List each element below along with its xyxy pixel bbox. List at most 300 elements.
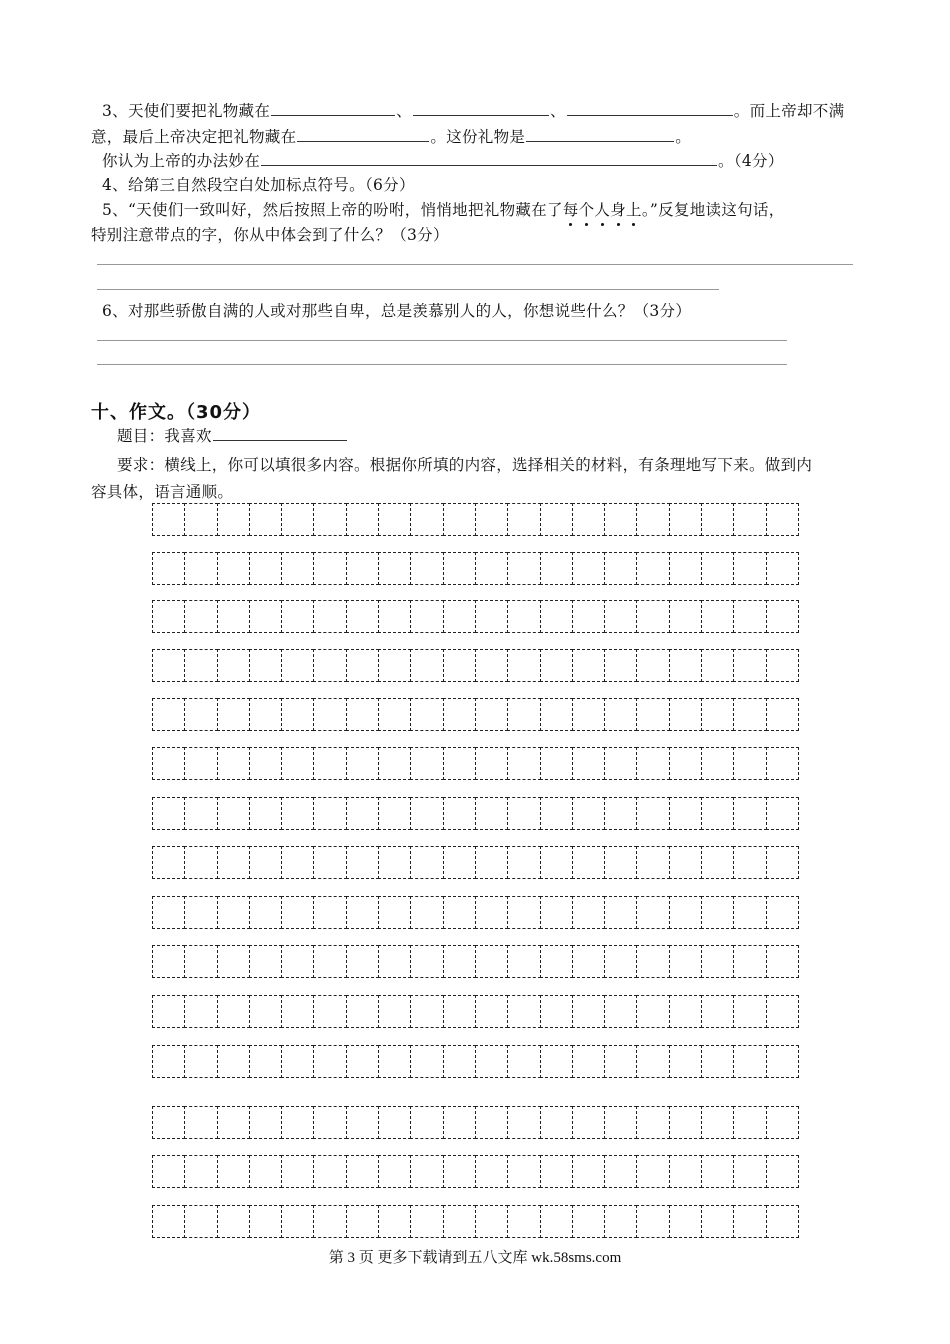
grid-cell[interactable] [636, 896, 669, 929]
grid-cell[interactable] [475, 747, 508, 780]
grid-cell[interactable] [217, 552, 250, 585]
grid-cell[interactable] [540, 1155, 573, 1188]
grid-cell[interactable] [184, 552, 217, 585]
grid-cell[interactable] [313, 1045, 346, 1078]
grid-cell[interactable] [507, 649, 540, 682]
grid-cell[interactable] [281, 1155, 314, 1188]
grid-cell[interactable] [184, 945, 217, 978]
grid-cell[interactable] [152, 797, 185, 830]
grid-cell[interactable] [184, 649, 217, 682]
grid-cell[interactable] [507, 995, 540, 1028]
grid-cell[interactable] [443, 995, 476, 1028]
grid-cell[interactable] [152, 1205, 185, 1238]
grid-cell[interactable] [346, 1155, 379, 1188]
grid-cell[interactable] [636, 1045, 669, 1078]
grid-cell[interactable] [152, 995, 185, 1028]
grid-cell[interactable] [701, 552, 734, 585]
grid-cell[interactable] [313, 896, 346, 929]
grid-cell[interactable] [346, 995, 379, 1028]
grid-cell[interactable] [475, 995, 508, 1028]
grid-cell[interactable] [410, 1045, 443, 1078]
grid-cell[interactable] [507, 552, 540, 585]
grid-cell[interactable] [152, 1106, 185, 1139]
grid-cell[interactable] [475, 649, 508, 682]
grid-cell[interactable] [572, 552, 605, 585]
grid-cell[interactable] [443, 846, 476, 879]
grid-cell[interactable] [475, 896, 508, 929]
q3-blank-3[interactable] [567, 100, 733, 116]
grid-cell[interactable] [281, 1106, 314, 1139]
grid-cell[interactable] [507, 896, 540, 929]
grid-cell[interactable] [733, 503, 766, 536]
grid-cell[interactable] [540, 1205, 573, 1238]
grid-cell[interactable] [604, 1106, 637, 1139]
grid-cell[interactable] [443, 698, 476, 731]
grid-cell[interactable] [184, 600, 217, 633]
grid-cell[interactable] [443, 1205, 476, 1238]
grid-cell[interactable] [443, 552, 476, 585]
grid-cell[interactable] [507, 1045, 540, 1078]
grid-cell[interactable] [346, 649, 379, 682]
grid-cell[interactable] [378, 1155, 411, 1188]
q6-answer-line-1[interactable] [97, 340, 787, 341]
grid-cell[interactable] [604, 649, 637, 682]
grid-cell[interactable] [766, 600, 799, 633]
grid-cell[interactable] [701, 797, 734, 830]
grid-cell[interactable] [733, 1045, 766, 1078]
grid-cell[interactable] [443, 649, 476, 682]
grid-cell[interactable] [604, 503, 637, 536]
grid-cell[interactable] [313, 649, 346, 682]
grid-cell[interactable] [184, 1106, 217, 1139]
grid-cell[interactable] [701, 945, 734, 978]
grid-cell[interactable] [733, 995, 766, 1028]
grid-cell[interactable] [249, 1106, 282, 1139]
grid-cell[interactable] [540, 945, 573, 978]
grid-cell[interactable] [636, 945, 669, 978]
grid-cell[interactable] [701, 649, 734, 682]
grid-cell[interactable] [636, 649, 669, 682]
grid-cell[interactable] [313, 797, 346, 830]
grid-cell[interactable] [604, 1205, 637, 1238]
grid-cell[interactable] [507, 1155, 540, 1188]
grid-cell[interactable] [313, 1106, 346, 1139]
grid-cell[interactable] [669, 552, 702, 585]
grid-cell[interactable] [701, 846, 734, 879]
grid-cell[interactable] [281, 896, 314, 929]
grid-cell[interactable] [701, 995, 734, 1028]
grid-cell[interactable] [346, 945, 379, 978]
grid-cell[interactable] [507, 600, 540, 633]
grid-cell[interactable] [346, 600, 379, 633]
grid-cell[interactable] [346, 552, 379, 585]
grid-cell[interactable] [701, 896, 734, 929]
grid-cell[interactable] [604, 797, 637, 830]
grid-cell[interactable] [540, 896, 573, 929]
grid-cell[interactable] [604, 552, 637, 585]
grid-cell[interactable] [346, 1106, 379, 1139]
grid-cell[interactable] [249, 797, 282, 830]
grid-cell[interactable] [217, 747, 250, 780]
grid-cell[interactable] [701, 1205, 734, 1238]
grid-cell[interactable] [733, 846, 766, 879]
grid-cell[interactable] [410, 649, 443, 682]
grid-cell[interactable] [507, 945, 540, 978]
grid-cell[interactable] [410, 503, 443, 536]
q6-answer-line-2[interactable] [97, 364, 787, 365]
grid-cell[interactable] [733, 945, 766, 978]
q5-answer-line-2[interactable] [97, 289, 719, 290]
grid-cell[interactable] [443, 1155, 476, 1188]
grid-cell[interactable] [540, 797, 573, 830]
grid-cell[interactable] [604, 1155, 637, 1188]
grid-cell[interactable] [410, 747, 443, 780]
grid-cell[interactable] [443, 797, 476, 830]
grid-cell[interactable] [410, 600, 443, 633]
grid-cell[interactable] [443, 1045, 476, 1078]
grid-cell[interactable] [378, 698, 411, 731]
grid-cell[interactable] [217, 995, 250, 1028]
grid-cell[interactable] [733, 600, 766, 633]
grid-cell[interactable] [443, 600, 476, 633]
grid-cell[interactable] [378, 552, 411, 585]
grid-cell[interactable] [217, 846, 250, 879]
grid-cell[interactable] [475, 797, 508, 830]
grid-cell[interactable] [313, 995, 346, 1028]
grid-cell[interactable] [766, 747, 799, 780]
grid-cell[interactable] [249, 552, 282, 585]
grid-cell[interactable] [572, 945, 605, 978]
grid-cell[interactable] [217, 797, 250, 830]
grid-cell[interactable] [572, 1155, 605, 1188]
grid-cell[interactable] [604, 600, 637, 633]
grid-cell[interactable] [152, 600, 185, 633]
grid-cell[interactable] [313, 600, 346, 633]
grid-cell[interactable] [217, 649, 250, 682]
grid-cell[interactable] [443, 503, 476, 536]
grid-cell[interactable] [475, 846, 508, 879]
grid-cell[interactable] [152, 896, 185, 929]
grid-cell[interactable] [378, 945, 411, 978]
grid-cell[interactable] [669, 698, 702, 731]
grid-cell[interactable] [346, 747, 379, 780]
grid-cell[interactable] [766, 649, 799, 682]
grid-cell[interactable] [475, 552, 508, 585]
grid-cell[interactable] [184, 995, 217, 1028]
grid-cell[interactable] [604, 846, 637, 879]
grid-cell[interactable] [669, 896, 702, 929]
grid-cell[interactable] [669, 503, 702, 536]
grid-cell[interactable] [733, 649, 766, 682]
grid-cell[interactable] [346, 1045, 379, 1078]
grid-cell[interactable] [346, 698, 379, 731]
grid-cell[interactable] [604, 747, 637, 780]
grid-cell[interactable] [766, 698, 799, 731]
grid-cell[interactable] [346, 896, 379, 929]
grid-cell[interactable] [733, 747, 766, 780]
grid-cell[interactable] [669, 945, 702, 978]
grid-cell[interactable] [475, 503, 508, 536]
grid-cell[interactable] [701, 1106, 734, 1139]
grid-cell[interactable] [669, 995, 702, 1028]
grid-cell[interactable] [346, 797, 379, 830]
grid-cell[interactable] [766, 1205, 799, 1238]
grid-cell[interactable] [249, 896, 282, 929]
grid-cell[interactable] [152, 846, 185, 879]
grid-cell[interactable] [766, 797, 799, 830]
grid-cell[interactable] [410, 896, 443, 929]
grid-cell[interactable] [572, 503, 605, 536]
grid-cell[interactable] [604, 896, 637, 929]
grid-cell[interactable] [540, 600, 573, 633]
grid-cell[interactable] [184, 797, 217, 830]
grid-cell[interactable] [378, 503, 411, 536]
grid-cell[interactable] [766, 945, 799, 978]
grid-cell[interactable] [733, 1205, 766, 1238]
grid-cell[interactable] [636, 846, 669, 879]
grid-cell[interactable] [636, 747, 669, 780]
grid-cell[interactable] [378, 747, 411, 780]
grid-cell[interactable] [572, 896, 605, 929]
grid-cell[interactable] [378, 1045, 411, 1078]
grid-cell[interactable] [475, 1155, 508, 1188]
grid-cell[interactable] [217, 1155, 250, 1188]
grid-cell[interactable] [184, 846, 217, 879]
grid-cell[interactable] [217, 1205, 250, 1238]
grid-cell[interactable] [313, 1155, 346, 1188]
grid-cell[interactable] [249, 1205, 282, 1238]
grid-cell[interactable] [766, 896, 799, 929]
grid-cell[interactable] [443, 896, 476, 929]
grid-cell[interactable] [766, 552, 799, 585]
grid-cell[interactable] [475, 698, 508, 731]
grid-cell[interactable] [540, 698, 573, 731]
q3-blank-2[interactable] [413, 100, 549, 116]
topic-blank[interactable] [213, 425, 347, 441]
grid-cell[interactable] [410, 1205, 443, 1238]
grid-cell[interactable] [669, 1106, 702, 1139]
grid-cell[interactable] [669, 600, 702, 633]
grid-cell[interactable] [540, 552, 573, 585]
grid-cell[interactable] [766, 846, 799, 879]
grid-cell[interactable] [281, 1205, 314, 1238]
grid-cell[interactable] [184, 503, 217, 536]
grid-cell[interactable] [217, 698, 250, 731]
grid-cell[interactable] [636, 1155, 669, 1188]
grid-cell[interactable] [636, 1205, 669, 1238]
grid-cell[interactable] [152, 1045, 185, 1078]
grid-cell[interactable] [281, 945, 314, 978]
grid-cell[interactable] [604, 698, 637, 731]
grid-cell[interactable] [669, 649, 702, 682]
grid-cell[interactable] [540, 649, 573, 682]
grid-cell[interactable] [604, 1045, 637, 1078]
grid-cell[interactable] [313, 747, 346, 780]
grid-cell[interactable] [733, 1155, 766, 1188]
grid-cell[interactable] [572, 846, 605, 879]
grid-cell[interactable] [410, 698, 443, 731]
grid-cell[interactable] [249, 649, 282, 682]
grid-cell[interactable] [540, 846, 573, 879]
grid-cell[interactable] [378, 896, 411, 929]
grid-cell[interactable] [604, 995, 637, 1028]
grid-cell[interactable] [410, 995, 443, 1028]
grid-cell[interactable] [249, 747, 282, 780]
grid-cell[interactable] [475, 1045, 508, 1078]
grid-cell[interactable] [313, 698, 346, 731]
grid-cell[interactable] [604, 945, 637, 978]
grid-cell[interactable] [636, 698, 669, 731]
grid-cell[interactable] [281, 503, 314, 536]
grid-cell[interactable] [378, 846, 411, 879]
grid-cell[interactable] [572, 797, 605, 830]
grid-cell[interactable] [281, 747, 314, 780]
q3-blank-1[interactable] [271, 100, 395, 116]
grid-cell[interactable] [281, 797, 314, 830]
grid-cell[interactable] [572, 995, 605, 1028]
grid-cell[interactable] [217, 1106, 250, 1139]
grid-cell[interactable] [410, 552, 443, 585]
grid-cell[interactable] [410, 797, 443, 830]
grid-cell[interactable] [152, 552, 185, 585]
grid-cell[interactable] [540, 747, 573, 780]
grid-cell[interactable] [572, 1106, 605, 1139]
grid-cell[interactable] [378, 995, 411, 1028]
grid-cell[interactable] [152, 747, 185, 780]
grid-cell[interactable] [249, 945, 282, 978]
grid-cell[interactable] [281, 649, 314, 682]
grid-cell[interactable] [636, 797, 669, 830]
grid-cell[interactable] [766, 1155, 799, 1188]
grid-cell[interactable] [540, 1106, 573, 1139]
grid-cell[interactable] [636, 1106, 669, 1139]
grid-cell[interactable] [313, 1205, 346, 1238]
grid-cell[interactable] [733, 1106, 766, 1139]
grid-cell[interactable] [766, 1045, 799, 1078]
grid-cell[interactable] [346, 1205, 379, 1238]
grid-cell[interactable] [184, 896, 217, 929]
grid-cell[interactable] [184, 1045, 217, 1078]
grid-cell[interactable] [281, 1045, 314, 1078]
grid-cell[interactable] [540, 1045, 573, 1078]
grid-cell[interactable] [249, 995, 282, 1028]
grid-cell[interactable] [636, 503, 669, 536]
grid-cell[interactable] [507, 846, 540, 879]
grid-cell[interactable] [281, 995, 314, 1028]
grid-cell[interactable] [281, 552, 314, 585]
grid-cell[interactable] [636, 995, 669, 1028]
grid-cell[interactable] [378, 1106, 411, 1139]
grid-cell[interactable] [669, 1155, 702, 1188]
grid-cell[interactable] [507, 747, 540, 780]
grid-cell[interactable] [249, 846, 282, 879]
grid-cell[interactable] [249, 1155, 282, 1188]
grid-cell[interactable] [507, 1106, 540, 1139]
grid-cell[interactable] [249, 503, 282, 536]
grid-cell[interactable] [152, 945, 185, 978]
grid-cell[interactable] [443, 1106, 476, 1139]
grid-cell[interactable] [346, 846, 379, 879]
grid-cell[interactable] [313, 503, 346, 536]
grid-cell[interactable] [507, 698, 540, 731]
grid-cell[interactable] [572, 698, 605, 731]
grid-cell[interactable] [733, 698, 766, 731]
grid-cell[interactable] [669, 846, 702, 879]
grid-cell[interactable] [217, 503, 250, 536]
grid-cell[interactable] [152, 649, 185, 682]
grid-cell[interactable] [701, 1155, 734, 1188]
grid-cell[interactable] [410, 945, 443, 978]
grid-cell[interactable] [410, 1106, 443, 1139]
grid-cell[interactable] [733, 896, 766, 929]
grid-cell[interactable] [572, 1205, 605, 1238]
grid-cell[interactable] [766, 995, 799, 1028]
grid-cell[interactable] [184, 698, 217, 731]
grid-cell[interactable] [184, 1205, 217, 1238]
grid-cell[interactable] [766, 1106, 799, 1139]
grid-cell[interactable] [701, 1045, 734, 1078]
grid-cell[interactable] [701, 503, 734, 536]
grid-cell[interactable] [410, 1155, 443, 1188]
grid-cell[interactable] [475, 945, 508, 978]
grid-cell[interactable] [217, 600, 250, 633]
q3-blank-5[interactable] [526, 126, 674, 142]
grid-cell[interactable] [378, 797, 411, 830]
grid-cell[interactable] [475, 1106, 508, 1139]
grid-cell[interactable] [669, 797, 702, 830]
grid-cell[interactable] [281, 846, 314, 879]
grid-cell[interactable] [217, 896, 250, 929]
grid-cell[interactable] [572, 1045, 605, 1078]
q3-blank-4[interactable] [297, 126, 429, 142]
grid-cell[interactable] [636, 600, 669, 633]
grid-cell[interactable] [152, 503, 185, 536]
grid-cell[interactable] [701, 600, 734, 633]
grid-cell[interactable] [636, 552, 669, 585]
grid-cell[interactable] [313, 846, 346, 879]
grid-cell[interactable] [378, 1205, 411, 1238]
grid-cell[interactable] [540, 995, 573, 1028]
grid-cell[interactable] [152, 698, 185, 731]
grid-cell[interactable] [475, 1205, 508, 1238]
grid-cell[interactable] [766, 503, 799, 536]
grid-cell[interactable] [540, 503, 573, 536]
grid-cell[interactable] [410, 846, 443, 879]
q5-answer-line-1[interactable] [97, 264, 853, 265]
grid-cell[interactable] [733, 797, 766, 830]
grid-cell[interactable] [507, 503, 540, 536]
grid-cell[interactable] [346, 503, 379, 536]
grid-cell[interactable] [701, 698, 734, 731]
grid-cell[interactable] [249, 1045, 282, 1078]
grid-cell[interactable] [184, 747, 217, 780]
grid-cell[interactable] [378, 649, 411, 682]
grid-cell[interactable] [281, 698, 314, 731]
grid-cell[interactable] [572, 649, 605, 682]
grid-cell[interactable] [443, 747, 476, 780]
grid-cell[interactable] [669, 1205, 702, 1238]
grid-cell[interactable] [281, 600, 314, 633]
grid-cell[interactable] [733, 552, 766, 585]
grid-cell[interactable] [572, 600, 605, 633]
grid-cell[interactable] [184, 1155, 217, 1188]
grid-cell[interactable] [507, 797, 540, 830]
grid-cell[interactable] [507, 1205, 540, 1238]
grid-cell[interactable] [475, 600, 508, 633]
grid-cell[interactable] [443, 945, 476, 978]
grid-cell[interactable] [701, 747, 734, 780]
grid-cell[interactable] [249, 698, 282, 731]
